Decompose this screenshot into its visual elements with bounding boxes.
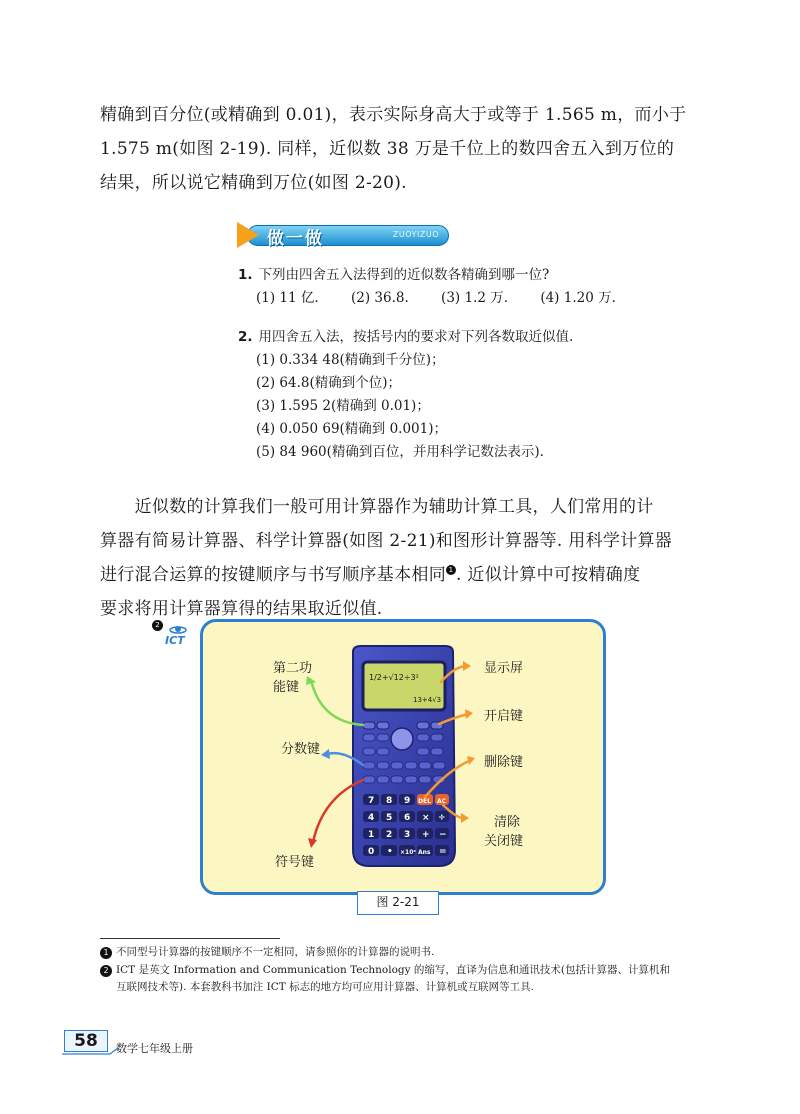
func-key (419, 776, 431, 783)
svg-text:9: 9 (404, 796, 411, 806)
svg-text:0: 0 (368, 847, 375, 857)
func-key (391, 762, 403, 769)
arrowhead (461, 813, 469, 823)
exercise-item: (1) 0.334 48(精确到千分位)； (256, 352, 445, 368)
replay-pad (391, 728, 413, 750)
func-key (363, 734, 375, 741)
svg-text:6: 6 (404, 813, 411, 823)
screen-expression: 1/2+√12÷3² (369, 673, 419, 682)
text-line (100, 558, 705, 592)
label-line: 清除 (494, 815, 521, 830)
exercise-item: (2) 36.8. (350, 290, 409, 306)
svg-text:×: × (422, 813, 430, 823)
label-fraction-key: 分数键 (281, 742, 321, 757)
footnote-marker: 1 (100, 947, 112, 959)
arrowhead (321, 749, 330, 759)
func-key (431, 748, 443, 755)
func-key (377, 748, 389, 755)
text-line: 1.575 m(如图 2-19). 同样，近似数 38 万是千位上的数四舍五入到万位的 (100, 139, 675, 159)
label-delete-key: 删除键 (484, 755, 524, 770)
paragraph-intro (100, 98, 705, 200)
exercise-item: (1) 11 亿. (256, 290, 319, 306)
func-key (391, 776, 403, 783)
page-number: 58 (64, 1030, 108, 1052)
svg-text:Ans: Ans (418, 849, 431, 856)
footnote-line (100, 962, 670, 979)
label-clear-off (484, 813, 523, 851)
footnote-line: 互联网技术等). 本套教科书加注 ICT 标志的地方均可应用计算器、计算机或互联网等工具. (116, 981, 534, 993)
exercise-item: (5) 84 960(精确到百位，并用科学记数法表示). (256, 444, 544, 460)
svg-text:×10ˣ: ×10ˣ (400, 849, 416, 856)
footnote-divider (100, 938, 280, 939)
func-key (363, 762, 375, 769)
svg-text:=: = (439, 847, 447, 857)
text-line: 精确到百分位(或精确到 0.01)，表示实际身高大于或等于 1.565 m，而小于 (100, 105, 687, 125)
func-key (377, 734, 389, 741)
func-key (377, 776, 389, 783)
svg-text:−: − (439, 830, 447, 840)
func-key (419, 762, 431, 769)
key-alpha (377, 722, 389, 729)
label-line: 能键 (273, 680, 300, 695)
footnote-marker: 2 (152, 620, 163, 631)
svg-text:5: 5 (386, 813, 393, 823)
text-line: 结果，所以说它精确到万位(如图 2-20). (100, 173, 407, 193)
svg-text:DEL: DEL (418, 798, 431, 805)
text-span: 近似数的计算我们一般可用计算器作为辅助计算工具，人们常用的计 (134, 497, 654, 517)
calculator-figure (200, 619, 606, 895)
text-span: . 近似计算中可按精确度 (456, 565, 641, 585)
text-line: 要求将用计算器算得的结果取近似值. (100, 599, 383, 619)
svg-text:7: 7 (368, 796, 375, 806)
footnote-ref[interactable]: 1 (446, 565, 456, 575)
svg-text:÷: ÷ (438, 813, 446, 823)
label-sign-key: 符号键 (275, 855, 315, 870)
exercise-item: (3) 1.2 万. (441, 290, 509, 306)
svg-text:+: + (422, 830, 430, 840)
svg-text:AC: AC (437, 798, 447, 805)
label-display: 显示屏 (484, 661, 524, 676)
exercise-question: 用四舍五入法，按括号内的要求对下列各数取近似值. (258, 329, 574, 345)
play-arrow-icon (237, 222, 259, 248)
svg-text:3: 3 (404, 830, 411, 840)
text-line: 算器有简易计算器、科学计算器(如图 2-21)和图形计算器等. 用科学计算器 (100, 531, 673, 551)
label-second-function (273, 659, 312, 697)
func-key (405, 762, 417, 769)
func-key (433, 762, 445, 769)
label-line: 关闭键 (484, 834, 524, 849)
key-shift (363, 722, 375, 729)
svg-text:8: 8 (386, 796, 393, 806)
text-span: 进行混合运算的按键顺序与书写顺序基本相同 (100, 565, 446, 585)
text-line (100, 490, 705, 524)
arrowhead (467, 756, 475, 765)
exercise-item: (3) 1.595 2(精确到 0.01)； (256, 398, 430, 414)
exercise-number: 2. (238, 329, 253, 345)
svg-text:4: 4 (368, 813, 375, 823)
label-on-key: 开启键 (484, 709, 524, 724)
section-banner (237, 222, 449, 248)
exercise-question: 下列由四舍五入法得到的近似数各精确到哪一位? (258, 267, 550, 283)
ict-label: ICT (165, 634, 185, 647)
arrowhead (463, 661, 471, 671)
arrowhead (308, 838, 317, 848)
ict-badge (152, 620, 190, 650)
exercise-number: 1. (238, 267, 253, 283)
exercise-2 (238, 326, 573, 464)
book-title: 数学七年级上册 (116, 1042, 193, 1055)
banner-title: 做一做 (267, 229, 324, 249)
svg-text:2: 2 (386, 830, 393, 840)
label-line: 第二功 (273, 661, 313, 676)
func-key (363, 748, 375, 755)
key-mode (417, 722, 429, 729)
func-key (417, 734, 429, 741)
exercise-item: (4) 0.050 69(精确到 0.001)； (256, 421, 448, 437)
figure-caption: 图 2-21 (357, 891, 439, 915)
arrowhead (465, 709, 473, 719)
exercise-1 (238, 264, 644, 310)
footnote-text: ICT 是英文 Information and Communication Technology 的缩写，直译为信息和通讯技术(包括计算器、计算机和 (116, 964, 670, 976)
func-key (405, 776, 417, 783)
svg-text:•: • (387, 847, 393, 857)
footnote-2 (100, 962, 670, 996)
exercise-item: (2) 64.8(精确到个位)； (256, 375, 402, 391)
footnote-text: 不同型号计算器的按键顺序不一定相同，请参照你的计算器的说明书. (116, 946, 435, 958)
func-key (431, 734, 443, 741)
paragraph-calculators (100, 490, 705, 626)
func-key (363, 776, 375, 783)
exercise-item: (4) 1.20 万. (540, 290, 616, 306)
banner-subtitle: ZUOYIZUO (392, 230, 439, 239)
svg-text:1: 1 (368, 830, 375, 840)
screen-result: 13+4√3 (413, 696, 442, 704)
footnote-1 (100, 944, 434, 961)
func-key (377, 762, 389, 769)
footnote-marker: 2 (100, 965, 112, 977)
func-key (417, 748, 429, 755)
calculator-illustration (203, 622, 603, 892)
